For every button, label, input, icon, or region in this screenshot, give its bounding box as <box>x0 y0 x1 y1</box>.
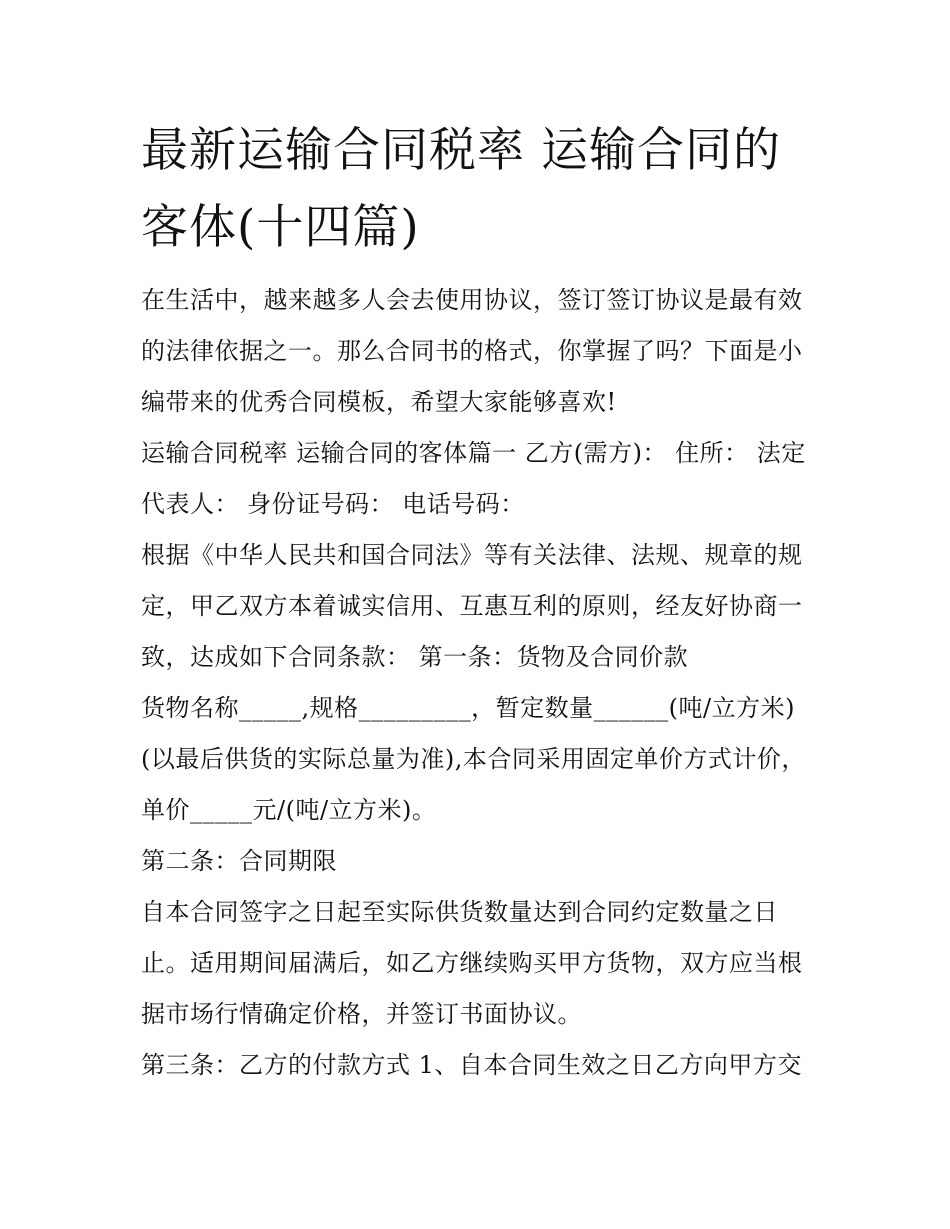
body-line: 编带来的优秀合同模板，希望大家能够喜欢! <box>141 388 617 416</box>
body-line: 单价_____元/(吨/立方米)。 <box>141 796 437 824</box>
body-line: 自本合同签字之日起至实际供货数量达到合同约定数量之日 <box>141 898 778 926</box>
body-line: 据市场行情确定价格，并签订书面协议。 <box>141 1000 582 1028</box>
body-line: 货物名称_____,规格_________，暂定数量______(吨/立方米) <box>141 694 795 722</box>
title-line: 客体(十四篇) <box>141 200 420 255</box>
body-line: 第二条：合同期限 <box>141 847 337 875</box>
document-title <box>141 112 821 266</box>
body-line: 代表人： 身份证号码： 电话号码： <box>141 490 525 518</box>
body-line: 止。适用期间届满后，如乙方继续购买甲方货物，双方应当根 <box>141 949 803 977</box>
document-body <box>141 275 821 1091</box>
title-line: 最新运输合同税率 运输合同的 <box>141 123 781 178</box>
body-line: 的法律依据之一。那么合同书的格式，你掌握了吗？下面是小 <box>141 337 803 365</box>
body-line: (以最后供货的实际总量为准),本合同采用固定单价方式计价， <box>141 745 806 773</box>
body-line: 根据《中华人民共和国合同法》等有关法律、法规、规章的规 <box>141 541 803 569</box>
body-line: 致，达成如下合同条款： 第一条：货物及合同价款 <box>141 643 689 671</box>
body-line: 定，甲乙双方本着诚实信用、互惠互利的原则，经友好协商一 <box>141 592 803 620</box>
body-line: 第三条：乙方的付款方式 1、自本合同生效之日乙方向甲方交 <box>141 1051 802 1079</box>
body-line: 运输合同税率 运输合同的客体篇一 乙方(需方)： 住所： 法定 <box>141 439 806 467</box>
body-line: 在生活中，越来越多人会去使用协议，签订签订协议是最有效 <box>141 286 803 314</box>
